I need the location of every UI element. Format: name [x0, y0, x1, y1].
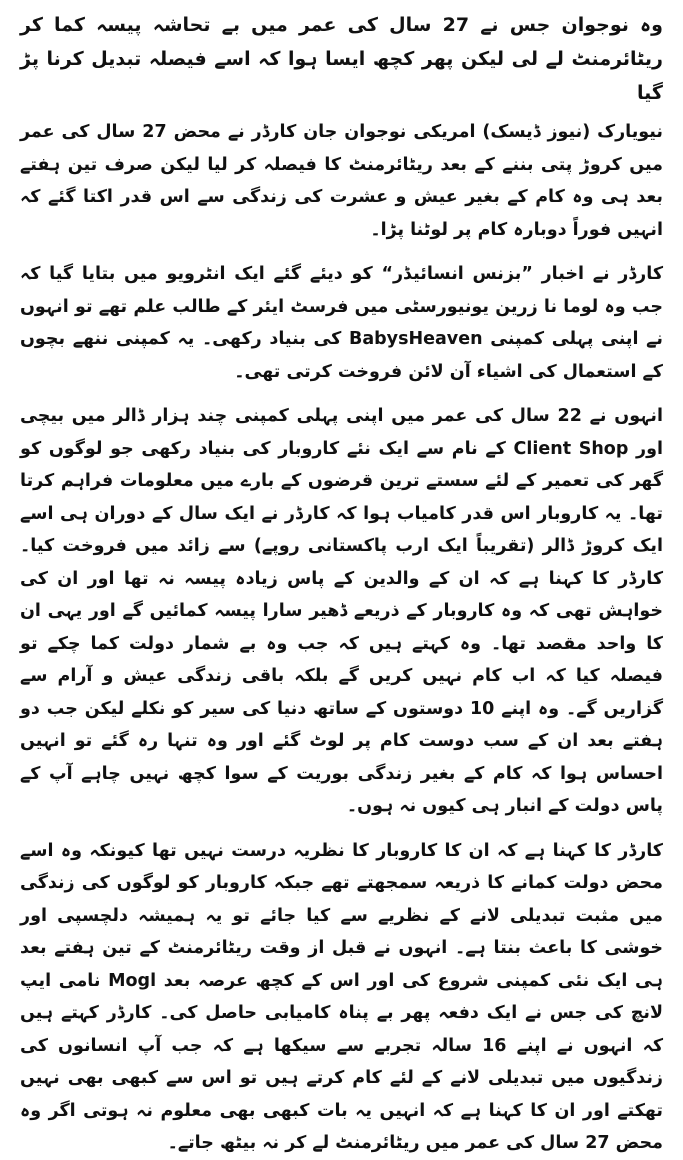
article-paragraph-4: کارڈر کا کہنا ہے کہ ان کا کاروبار کا نظریہ درست نہیں تھا کیونکہ وہ اسے محض دولت کمانے کا ذریعہ سمجھتے تھے جبکہ کاروبار کو لوگوں کی زندگی میں مثبت تبدیلی لانے کے نظریے سے کیا جائے تو یہ ہمیشہ دلچسپی اور خوشی کا باعث بنتا ہے۔ انہوں نے قبل از وقت ریٹائرمنٹ کے تین ہفتے بعد ہی ایک نئی کمپنی شروع کی اور اس کے کچھ عرصہ بعد Mogl نامی ایپ لانچ کی جس نے ایک دفعہ پھر بے پناہ کامیابی حاصل کی۔ کارڈر کہتے ہیں کہ انہوں نے اپنے 16 سالہ تجربے سے سیکھا ہے کہ جب آپ انسانوں کی زندگیوں میں تبدیلی لانے کے لئے کام کرتے ہیں تو اس سے کبھی بھی نہیں تھکتے اور ان کا کہنا ہے کہ انہیں یہ بات کبھی بھی معلوم نہ ہوتی اگر وہ محض 27 سال کی عمر میں ریٹائرمنٹ لے کر نہ بیٹھ جاتے۔ — [20, 840, 664, 1153]
article-paragraph-3: انہوں نے 22 سال کی عمر میں اپنی پہلی کمپنی چند ہزار ڈالر میں بیچی اور Client Shop کے نام سے ایک نئے کاروبار کی بنیاد رکھی جو لوگوں کو گھر کی تعمیر کے لئے سستے ترین قرضوں کے بارے میں معلومات فراہم کرتا تھا۔ یہ کاروبار اس قدر کامیاب ہوا کہ کارڈر نے ایک سال کے دوران ہی اسے ایک کروڑ ڈالر (تقریباً ایک ارب پاکستانی روپے) سے زائد میں فروخت کیا۔ کارڈر کا کہنا ہے کہ ان کے والدین کے پاس زیادہ پیسہ نہ تھا اور ان کی خواہش تھی کہ وہ کاروبار کے ذریعے ڈھیر سارا پیسہ کمائیں گے اور یہی ان کا واحد مقصد تھا۔ وہ کہتے ہیں کہ جب وہ بے شمار دولت کما چکے تو فیصلہ کیا کہ اب کام نہیں کریں گے بلکہ باقی زندگی عیش و آرام سے گزاریں گے۔ وہ اپنے 10 دوستوں کے ساتھ دنیا کی سیر کو نکلے لیکن جب دو ہفتے بعد ان کے سب دوست کام پر لوٹ گئے اور وہ تنہا رہ گئے تو انہیں احساس ہوا کہ کام کے بغیر زندگی بوریت کے سوا کچھ نہیں چاہے آپ کے پاس دولت کے انبار ہی کیوں نہ ہوں۔ — [20, 406, 664, 816]
article-paragraph-1: نیویارک (نیوز ڈیسک) امریکی نوجوان جان کارڈر نے محض 27 سال کی عمر میں کروڑ پتی بننے کے بعد ریٹائرمنٹ کا فیصلہ کر لیا لیکن صرف تین ہفتے بعد ہی وہ کام کے بغیر عیش و عشرت کی زندگی سے اس قدر اکتا گئے کہ انہیں فوراً دوبارہ کام پر لوٹنا پڑا۔ — [20, 122, 663, 240]
article-paragraph-2: کارڈر نے اخبار ”بزنس انسائیڈر“ کو دیئے گئے ایک انٹرویو میں بتایا گیا کہ جب وہ لوما نا زرین یونیورسٹی میں فرسٹ ایئر کے طالب علم تھے تو انہوں نے اپنی پہلی کمپنی BabysHeaven کی بنیاد رکھی۔ یہ کمپنی ننھے بچوں کے استعمال کی اشیاء آن لائن فروخت کرتی تھی۔ — [20, 264, 663, 382]
article-headline: وہ نوجوان جس نے 27 سال کی عمر میں بے تحاشہ پیسہ کما کر ریٹائرمنٹ لے لی لیکن پھر کچھ ایسا ہوا کہ اسے فیصلہ تبدیل کرنا پڑ گیا — [20, 14, 663, 104]
